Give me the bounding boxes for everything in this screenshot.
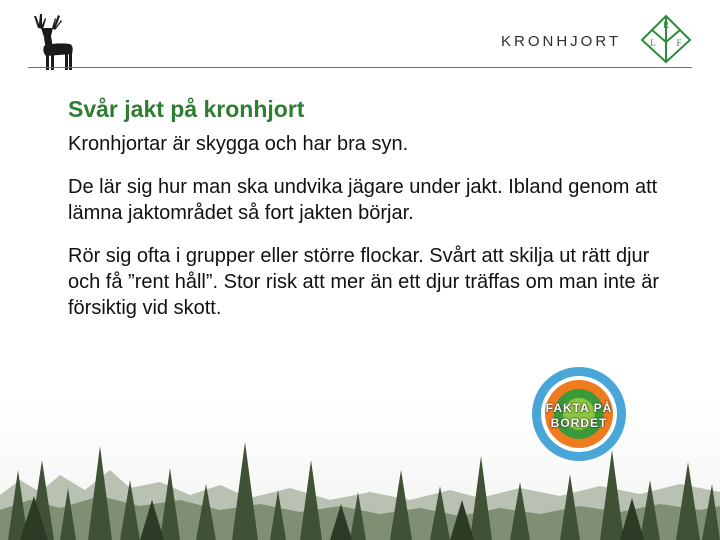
lrf-letter-r: R <box>662 20 670 30</box>
lrf-diamond-logo <box>640 14 692 64</box>
deer-silhouette-icon <box>26 10 78 72</box>
lrf-letter-f: F <box>676 38 682 48</box>
paragraph-3: Rör sig ofta i grupper eller större flockar. Svårt att skilja ut rätt djur och få ”rent håll”. Stor risk att mer än ett djur träffas om man inte är försiktig vid skott. <box>68 245 659 319</box>
fakta-pa-bordet-badge <box>531 366 627 462</box>
header-divider <box>28 67 692 68</box>
slide-content <box>68 96 678 338</box>
paragraph-1: Kronhjortar är skygga och har bra syn. <box>68 133 409 155</box>
badge-line-2: BORDET <box>550 416 608 430</box>
lrf-letter-l: L <box>650 38 656 48</box>
paragraph-2: De lär sig hur man ska undvika jägare under jakt. Ibland genom att lämna jaktområdet så fort jakten börjar. <box>68 176 658 224</box>
header-brand-word: KRONHJORT <box>501 33 622 50</box>
badge-line-1: FAKTA PÅ <box>545 401 613 415</box>
slide-title: Svår jakt på kronhjort <box>68 96 305 122</box>
